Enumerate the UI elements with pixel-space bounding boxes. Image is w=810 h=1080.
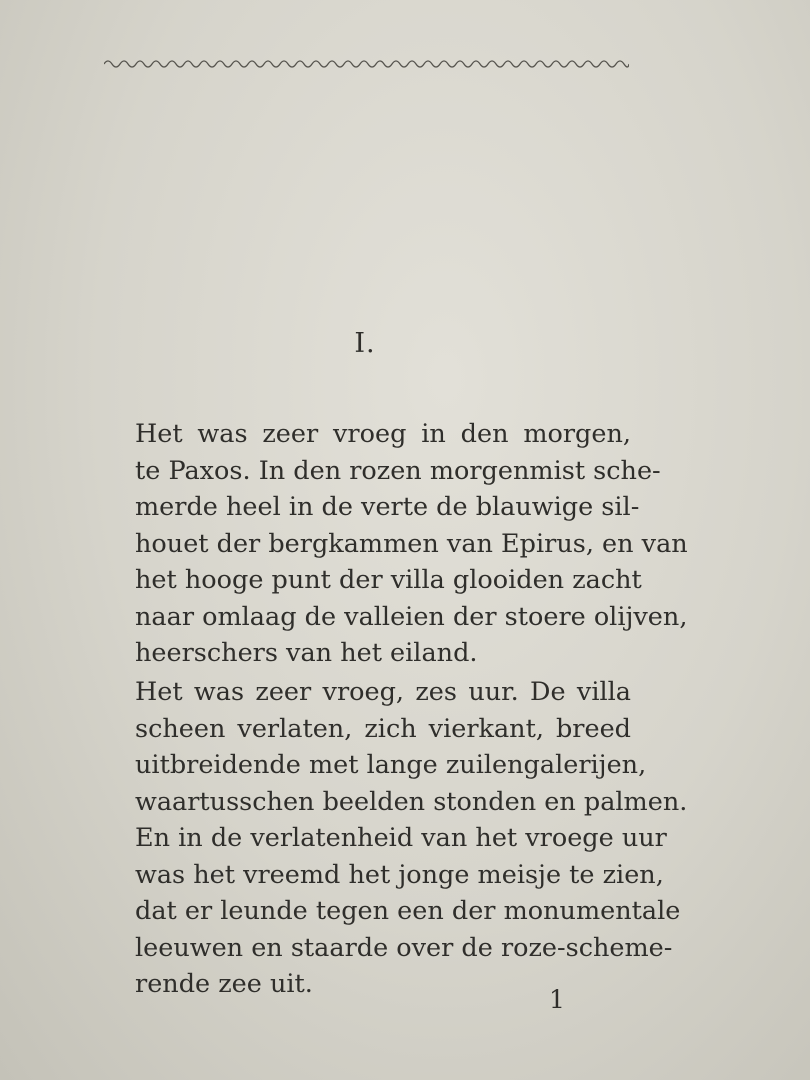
wavy-rule-ornament (104, 52, 629, 72)
text-line: Het was zeer vroeg, zes uur. De villa (135, 677, 631, 707)
text-line: heerschers van het eiland. (135, 638, 478, 668)
page-number: 1 (549, 985, 565, 1014)
text-line: het hooge punt der villa glooiden zacht (135, 565, 642, 595)
text-line: leeuwen en staarde over de roze-scheme- (135, 932, 673, 963)
body-text (135, 416, 688, 1003)
text-line: Het was zeer vroeg in den morgen, (135, 419, 631, 449)
text-line: dat er leunde tegen een der monumentale (135, 896, 681, 926)
text-line: was het vreemd het jonge meisje te zien, (135, 859, 664, 890)
text-line: scheen verlaten, zich vierkant, breed (135, 713, 631, 744)
paragraph (135, 674, 688, 1003)
text-line: naar omlaag de valleien der stoere olijven, (135, 601, 688, 632)
text-line: uitbreidende met lange zuilengalerijen, (135, 750, 647, 780)
chapter-heading: I. (354, 328, 376, 359)
text-line: En in de verlatenheid van het vroege uur (135, 823, 667, 853)
text-line: waartusschen beelden stonden en palmen. (135, 786, 688, 817)
paragraph (135, 416, 688, 672)
text-line: rende zee uit. (135, 969, 313, 999)
text-line: te Paxos. In den rozen morgenmist sche- (135, 455, 661, 486)
text-line: houet der bergkammen van Epirus, en van (135, 528, 688, 559)
text-line: merde heel in de verte de blauwige sil- (135, 492, 640, 522)
